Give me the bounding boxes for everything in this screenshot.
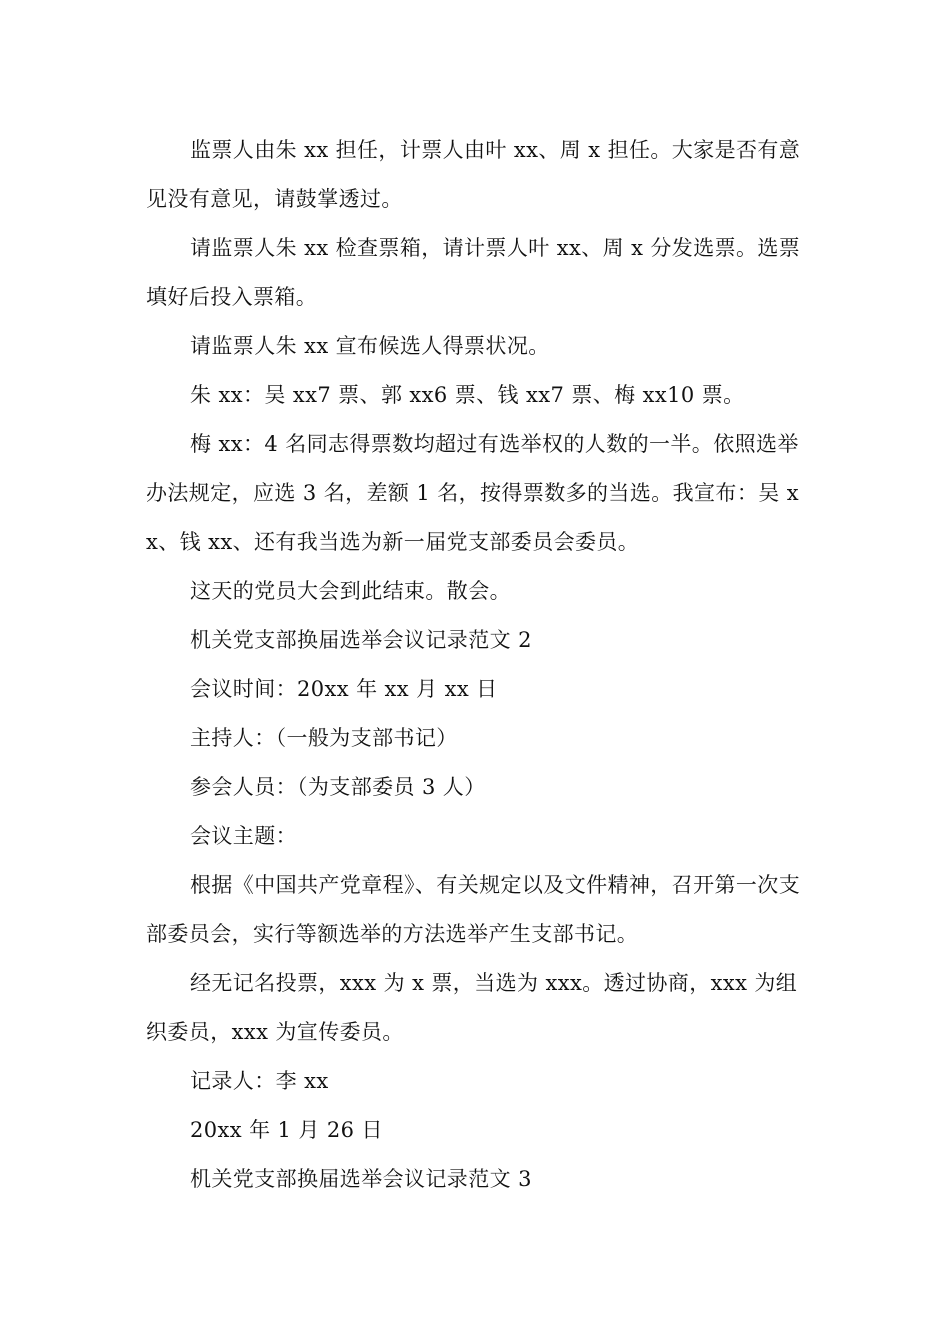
paragraph-vote-outcome: 经无记名投票，xxx 为 x 票，当选为 xxx。透过协商，xxx 为组织委员，xxx 为宣传委员。 <box>146 971 798 1044</box>
paragraph-meeting-close: 这天的党员大会到此结束。散会。 <box>190 579 511 603</box>
paragraph-election-result: 梅 xx：4 名同志得票数均超过有选举权的人数的一半。依照选举办法规定，应选 3 名，差额 1 名，按得票数多的当选。我宣布：吴 xx、钱 xx、还有我当选为新一届党支部委员会委员。 <box>146 432 799 554</box>
record-date: 20xx 年 1 月 26 日 <box>190 1118 383 1142</box>
meeting-topic-label: 会议主题： <box>190 824 297 848</box>
recorder: 记录人：李 xx <box>190 1069 329 1093</box>
meeting-time: 会议时间：20xx 年 xx 月 xx 日 <box>190 677 498 701</box>
paragraph-announce-request: 请监票人朱 xx 宣布候选人得票状况。 <box>190 334 550 358</box>
paragraph-ballot-box: 请监票人朱 xx 检查票箱，请计票人叶 xx、周 x 分发选票。选票填好后投入票箱。 <box>146 236 801 309</box>
paragraph-tellers: 监票人由朱 xx 担任，计票人由叶 xx、周 x 担任。大家是否有意见没有意见，请鼓掌透过。 <box>146 138 801 211</box>
document-body <box>146 126 806 1204</box>
section-heading-sample-3: 机关党支部换届选举会议记录范文 3 <box>190 1167 532 1191</box>
paragraph-basis: 根据《中国共产党章程》、有关规定以及文件精神，召开第一次支部委员会，实行等额选举的方法选举产生支部书记。 <box>146 873 801 946</box>
meeting-host: 主持人：（一般为支部书记） <box>190 726 458 750</box>
section-heading-sample-2: 机关党支部换届选举会议记录范文 2 <box>190 628 532 652</box>
meeting-attendees: 参会人员：（为支部委员 3 人） <box>190 775 486 799</box>
paragraph-vote-counts: 朱 xx：吴 xx7 票、郭 xx6 票、钱 xx7 票、梅 xx10 票。 <box>190 383 745 407</box>
